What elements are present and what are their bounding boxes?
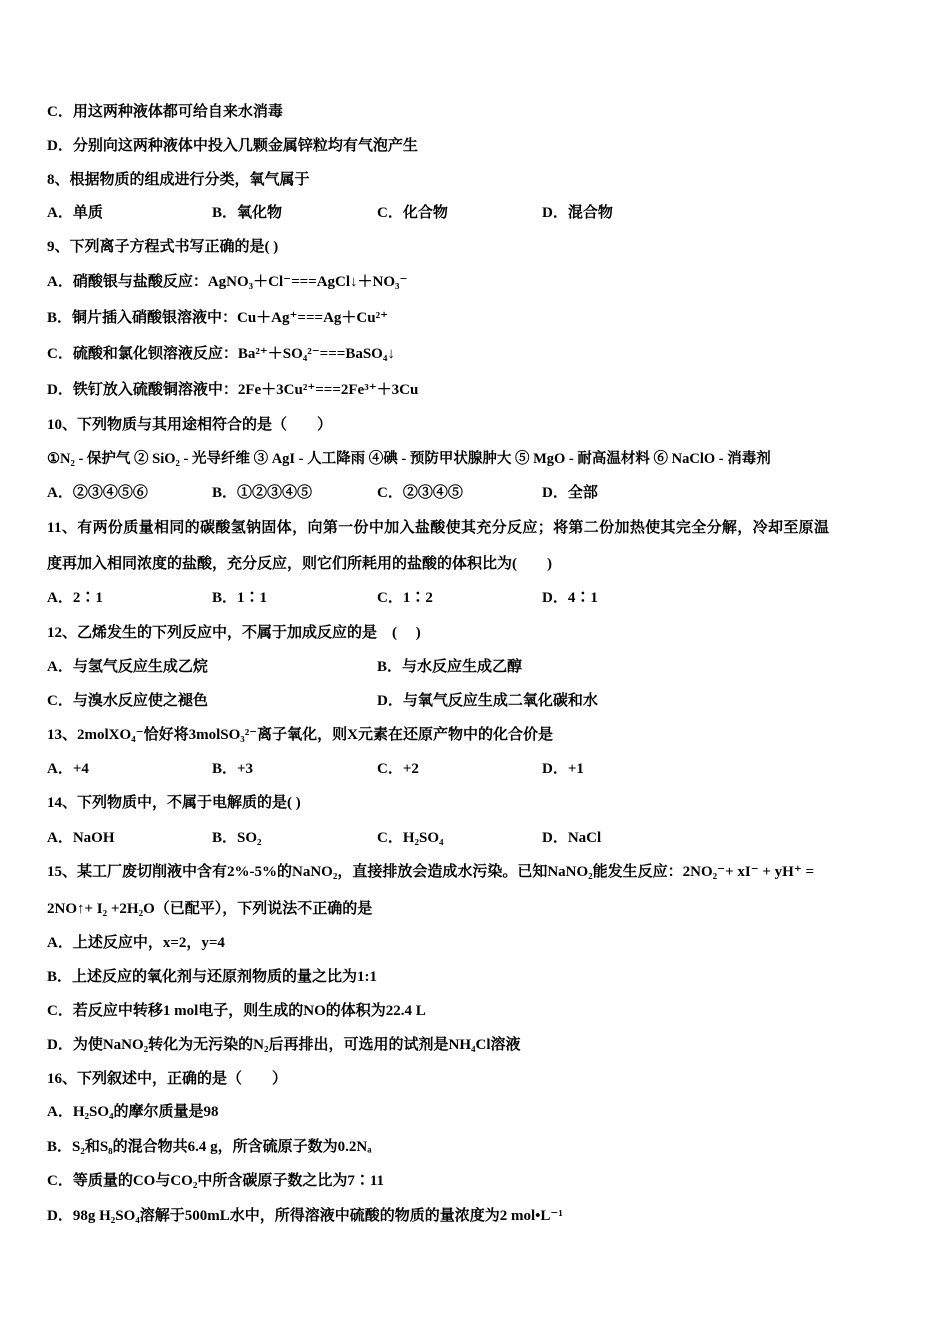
answer-option: C．与溴水反应使之褪色 [47, 693, 208, 709]
answer-option: D．混合物 [542, 205, 613, 221]
answer-option: B．①②③④⑤ [212, 485, 313, 501]
document-line: B．上述反应的氧化剂与还原剂物质的量之比为1:1 [47, 969, 378, 985]
answer-option: A．单质 [47, 205, 103, 221]
answer-option: D．与氧气反应生成二氧化碳和水 [377, 693, 598, 709]
document-line: D．98g H₂SO₄溶解于500mL水中，所得溶液中硫酸的物质的量浓度为2 mol•L⁻¹ [47, 1208, 563, 1224]
document-line: C．硫酸和氯化钡溶液反应：Ba²⁺＋SO₄²⁻===BaSO₄↓ [47, 346, 395, 362]
answer-option: B．1∶1 [212, 590, 268, 606]
document-line: 2NO↑+ I₂ +2H₂O（已配平），下列说法不正确的是 [47, 901, 373, 917]
answer-option: A．2∶1 [47, 590, 103, 606]
document-line: A．硝酸银与盐酸反应：AgNO₃＋Cl⁻===AgCl↓＋NO₃⁻ [47, 274, 408, 290]
document-line: 13、2molXO₄⁻恰好将3molSO₃²⁻离子氧化，则X元素在还原产物中的化合价是 [47, 727, 553, 743]
document-line: 12、乙烯发生的下列反应中，不属于加成反应的是 ( ) [47, 625, 421, 641]
document-line: A．H₂SO₄的摩尔质量是98 [47, 1104, 219, 1120]
answer-option: A．与氢气反应生成乙烷 [47, 659, 208, 675]
document-line: 16、下列叙述中，正确的是（ ） [47, 1071, 288, 1087]
answer-option: D．+1 [542, 761, 584, 777]
answer-option: A．NaOH [47, 830, 115, 846]
answer-option: C．H₂SO₄ [377, 830, 444, 846]
document-line: D．为使NaNO₂转化为无污染的N₂后再排出，可选用的试剂是NH₄Cl溶液 [47, 1037, 521, 1053]
answer-option: B．+3 [212, 761, 254, 777]
document-line: C．等质量的CO与CO₂中所含碳原子数之比为7∶11 [47, 1173, 385, 1189]
document-line: B．铜片插入硝酸银溶液中：Cu＋Ag⁺===Ag＋Cu²⁺ [47, 310, 388, 326]
document-line: D．铁钉放入硫酸铜溶液中：2Fe＋3Cu²⁺===2Fe³⁺＋3Cu [47, 382, 419, 398]
answer-option: D．NaCl [542, 830, 602, 846]
document-line: D．分别向这两种液体中投入几颗金属锌粒均有气泡产生 [47, 138, 418, 154]
answer-option: D．4∶1 [542, 590, 598, 606]
answer-option: A．②③④⑤⑥ [47, 485, 148, 501]
answer-option: C．+2 [377, 761, 419, 777]
document-line: C．若反应中转移1 mol电子，则生成的NO的体积为22.4 L [47, 1003, 426, 1019]
document-line: 度再加入相同浓度的盐酸，充分反应，则它们所耗用的盐酸的体积比为( ) [47, 556, 552, 572]
document-line: B．S₂和S₈的混合物共6.4 g，所含硫原子数为0.2Nₐ [47, 1139, 372, 1155]
answer-option: D．全部 [542, 485, 598, 501]
document-line: 9、下列离子方程式书写正确的是( ) [47, 239, 279, 255]
document-line: 11、有两份质量相同的碳酸氢钠固体，向第一份中加入盐酸使其充分反应；将第二份加热使其完全分解，冷却至原温 [47, 520, 830, 536]
answer-option: B．SO₂ [212, 830, 262, 846]
answer-option: A．+4 [47, 761, 89, 777]
document-line: 14、下列物质中，不属于电解质的是( ) [47, 795, 301, 811]
document-line: C．用这两种液体都可给自来水消毒 [47, 104, 283, 120]
document-line: 15、某工厂废切削液中含有2%-5%的NaNO₂，直接排放会造成水污染。已知NaNO₂能发生反应：2NO₂⁻+ xI⁻ + yH⁺ = [47, 864, 815, 880]
document-line: A．上述反应中，x=2，y=4 [47, 935, 225, 951]
answer-option: C．②③④⑤ [377, 485, 463, 501]
document-line: 8、根据物质的组成进行分类，氧气属于 [47, 172, 310, 188]
answer-option: B．氧化物 [212, 205, 283, 221]
answer-option: B．与水反应生成乙醇 [377, 659, 523, 675]
answer-option: C．化合物 [377, 205, 448, 221]
document-line: 10、下列物质与其用途相符合的是（ ） [47, 417, 333, 433]
answer-option: C．1∶2 [377, 590, 433, 606]
document-line: ①N₂ - 保护气 ② SiO₂ - 光导纤维 ③ AgI - 人工降雨 ④碘 - 预防甲状腺肿大 ⑤ MgO - 耐高温材料 ⑥ NaClO - 消毒剂 [47, 451, 771, 467]
